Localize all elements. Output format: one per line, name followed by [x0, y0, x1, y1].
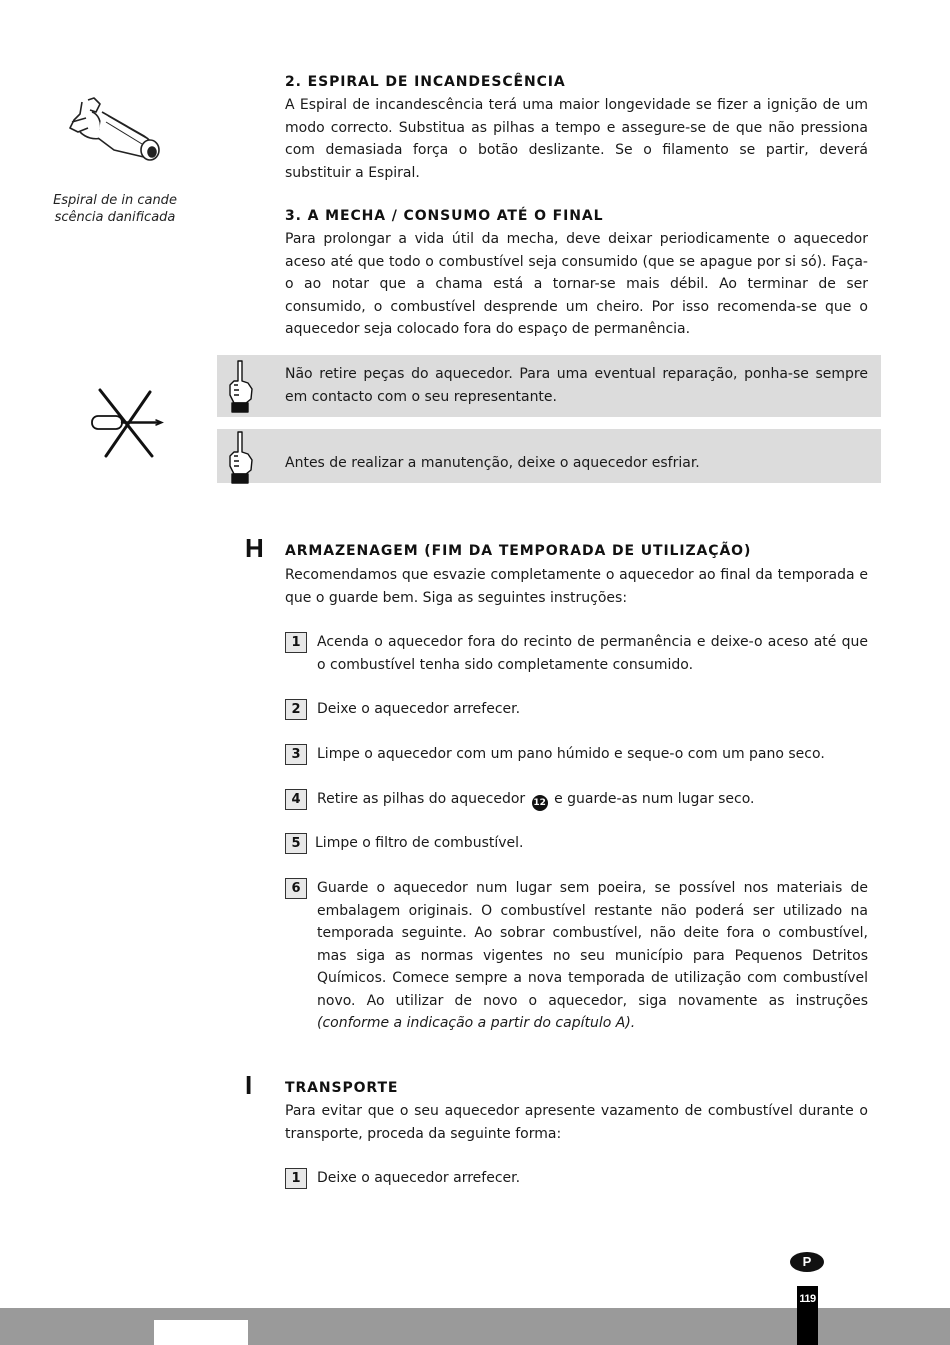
- part-number-badge: 12: [532, 795, 548, 811]
- step-number: 1: [285, 632, 307, 653]
- list-item: [285, 743, 868, 766]
- section-heading-storage: ARMAZENAGEM (FIM DA TEMPORADA DE UTILIZAÇÃO): [285, 543, 752, 559]
- step-text: Deixe o aquecedor arrefecer.: [317, 1170, 521, 1186]
- damaged-glow-coil-icon: [62, 92, 172, 172]
- footer-white-block: [154, 1320, 248, 1345]
- step-number: 2: [285, 699, 307, 720]
- page-number: 119: [799, 1293, 816, 1305]
- step-text: [317, 877, 868, 1035]
- step-number: 4: [285, 789, 307, 810]
- list-item: [285, 877, 868, 1035]
- step-number: 3: [285, 744, 307, 765]
- list-item: [285, 788, 868, 811]
- section-body-espiral: A Espiral de incandescência terá uma maior longevidade se fizer a ignição de um modo correcto. Substitua as pilhas a tempo e assegure-se de que não pressiona com demasiada força o botão deslizante. Se o filamento se partir, deverá substituir a Espiral.: [285, 97, 868, 181]
- step-number: 6: [285, 878, 307, 899]
- section-heading-mecha: 3. A MECHA / CONSUMO ATÉ O FINAL: [285, 208, 604, 224]
- step-text-main: Guarde o aquecedor num lugar sem poeira, se possível nos materiais de embalagem originais. O combustível restante não poderá ser utilizado na temporada seguinte. Ao sobrar combustível, não deite fora o combustível, mas siga as normas vigentes no seu município para Pequenos Detritos Químicos. Comece sempre a nova temporada de utilização com combustível novo. Ao utilizar de novo o aquecedor, siga novamente as instruções: [317, 880, 868, 1009]
- step-text: [317, 788, 868, 811]
- list-item: [285, 832, 868, 855]
- figure-caption: Espiral de in cande scência danificada: [53, 193, 177, 225]
- pointing-hand-icon: [226, 359, 256, 414]
- step-text: Limpe o filtro de combustível.: [315, 835, 524, 851]
- section-letter: I: [245, 1070, 253, 1100]
- list-item: [285, 698, 868, 721]
- section-heading-transport: TRANSPORTE: [285, 1080, 399, 1096]
- language-badge: P: [790, 1252, 824, 1272]
- warning-text: Antes de realizar a manutenção, deixe o aquecedor esfriar.: [285, 455, 700, 471]
- section-heading-espiral: 2. ESPIRAL DE INCANDESCÊNCIA: [285, 74, 566, 90]
- pointing-hand-icon: [226, 430, 256, 485]
- step-text: Acenda o aquecedor fora do recinto de permanência e deixe-o aceso até que o combustível tenha sido completamente consumido.: [317, 634, 868, 673]
- step-text-italic: (conforme a indicação a partir do capítulo A).: [317, 1015, 636, 1031]
- warning-text: Não retire peças do aquecedor. Para uma eventual reparação, ponha-se sempre em contacto com o seu representante.: [285, 366, 868, 405]
- section-letter: H: [245, 533, 264, 563]
- step-number: 5: [285, 833, 307, 854]
- step-number: 1: [285, 1168, 307, 1189]
- list-item: [285, 631, 868, 676]
- section-body-mecha: Para prolongar a vida útil da mecha, deve deixar periodicamente o aquecedor aceso até que todo o combustível seja consumido (que se apague por si só). Faça-o ao notar que a chama está a tornar-se mais débil. Ao terminar de ser consumido, o combustível desprende um cheiro. Por isso recomenda-se que o aquecedor seja colocado fora do espaço de permanência.: [285, 231, 868, 337]
- step-text: Limpe o aquecedor com um pano húmido e seque-o com um pano seco.: [317, 746, 825, 762]
- no-screwdriver-icon: [86, 384, 166, 462]
- section-intro-transport: Para evitar que o seu aquecedor apresente vazamento de combustível durante o transporte, proceda da seguinte forma:: [285, 1103, 868, 1142]
- step-text-before: Retire as pilhas do aquecedor: [317, 791, 526, 807]
- step-text: Deixe o aquecedor arrefecer.: [317, 701, 521, 717]
- step-text-after: e guarde-as num lugar seco.: [554, 791, 755, 807]
- list-item: [285, 1167, 868, 1190]
- section-intro-storage: Recomendamos que esvazie completamente o aquecedor ao final da temporada e que o guarde bem. Siga as seguintes instruções:: [285, 567, 868, 606]
